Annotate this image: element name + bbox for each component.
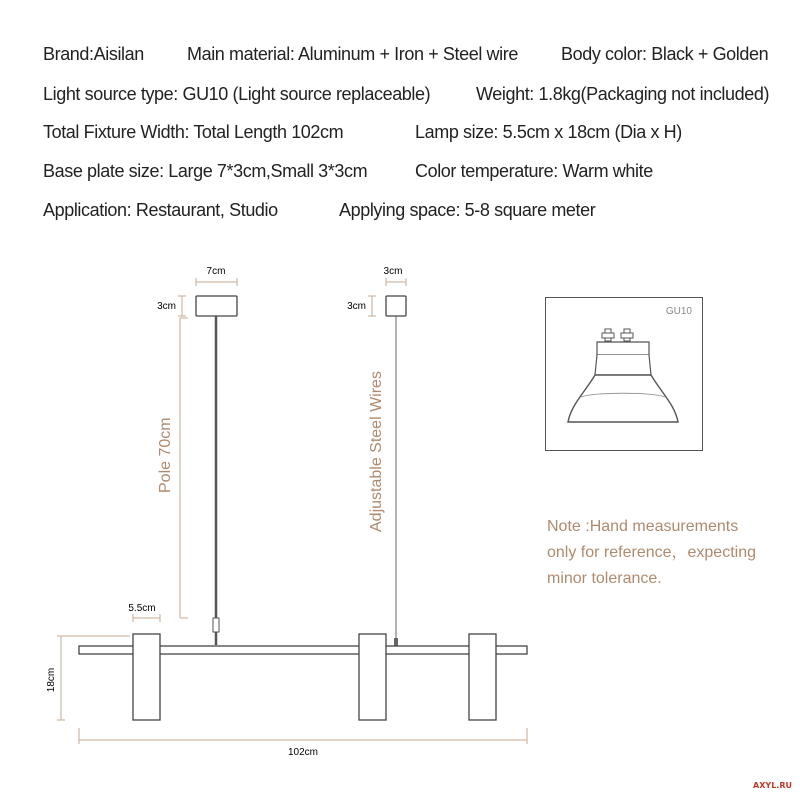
note-line-1: Note :Hand measurements <box>547 518 739 535</box>
total-length-label: 102cm <box>287 747 319 758</box>
spec-application: Application: Restaurant, Studio <box>43 200 278 220</box>
bulb-illustration-box <box>545 297 703 451</box>
spec-lamp-size: Lamp size: 5.5cm x 18cm (Dia x H) <box>415 122 682 142</box>
small-base-plate <box>386 296 406 316</box>
large-plate-width-label: 7cm <box>206 266 226 277</box>
lamp-height-label: 18cm <box>46 667 57 693</box>
lamp-left <box>133 634 160 720</box>
spec-weight: Weight: 1.8kg(Packaging not included) <box>476 84 770 104</box>
spec-light-source: Light source type: GU10 (Light source replaceable) <box>43 84 431 104</box>
spec-body-color: Body color: Black + Golden <box>561 44 769 64</box>
gu10-bulb-icon <box>545 297 703 451</box>
large-plate-height-label: 3cm <box>157 301 176 312</box>
note-line-2: only for reference，expecting <box>547 544 757 561</box>
watermark: AXYL.RU <box>753 781 792 790</box>
spec-main-material: Main material: Aluminum + Iron + Steel wire <box>187 44 518 64</box>
pole-label: Pole 70cm <box>157 417 174 493</box>
note-line-3: minor tolerance. <box>547 570 662 587</box>
bulb-type-label: GU10 <box>665 306 692 317</box>
spec-space: Applying space: 5-8 square meter <box>339 200 596 220</box>
pole-joint <box>213 618 219 632</box>
spec-brand: Brand:Aisilan <box>43 44 144 64</box>
small-plate-width-label: 3cm <box>383 266 403 277</box>
lamp-right <box>469 634 496 720</box>
spec-color-temp: Color temperature: Warm white <box>415 161 653 181</box>
measurement-note <box>547 514 787 592</box>
small-plate-height-label: 3cm <box>347 301 366 312</box>
horizontal-rail <box>79 646 527 654</box>
large-base-plate <box>196 296 237 316</box>
wire-label: Adjustable Steel Wires <box>368 371 385 532</box>
spec-fixture-width: Total Fixture Width: Total Length 102cm <box>43 122 344 142</box>
lamp-width-label: 5.5cm <box>128 603 156 614</box>
spec-base-plate: Base plate size: Large 7*3cm,Small 3*3cm <box>43 161 368 181</box>
lamp-center <box>359 634 386 720</box>
